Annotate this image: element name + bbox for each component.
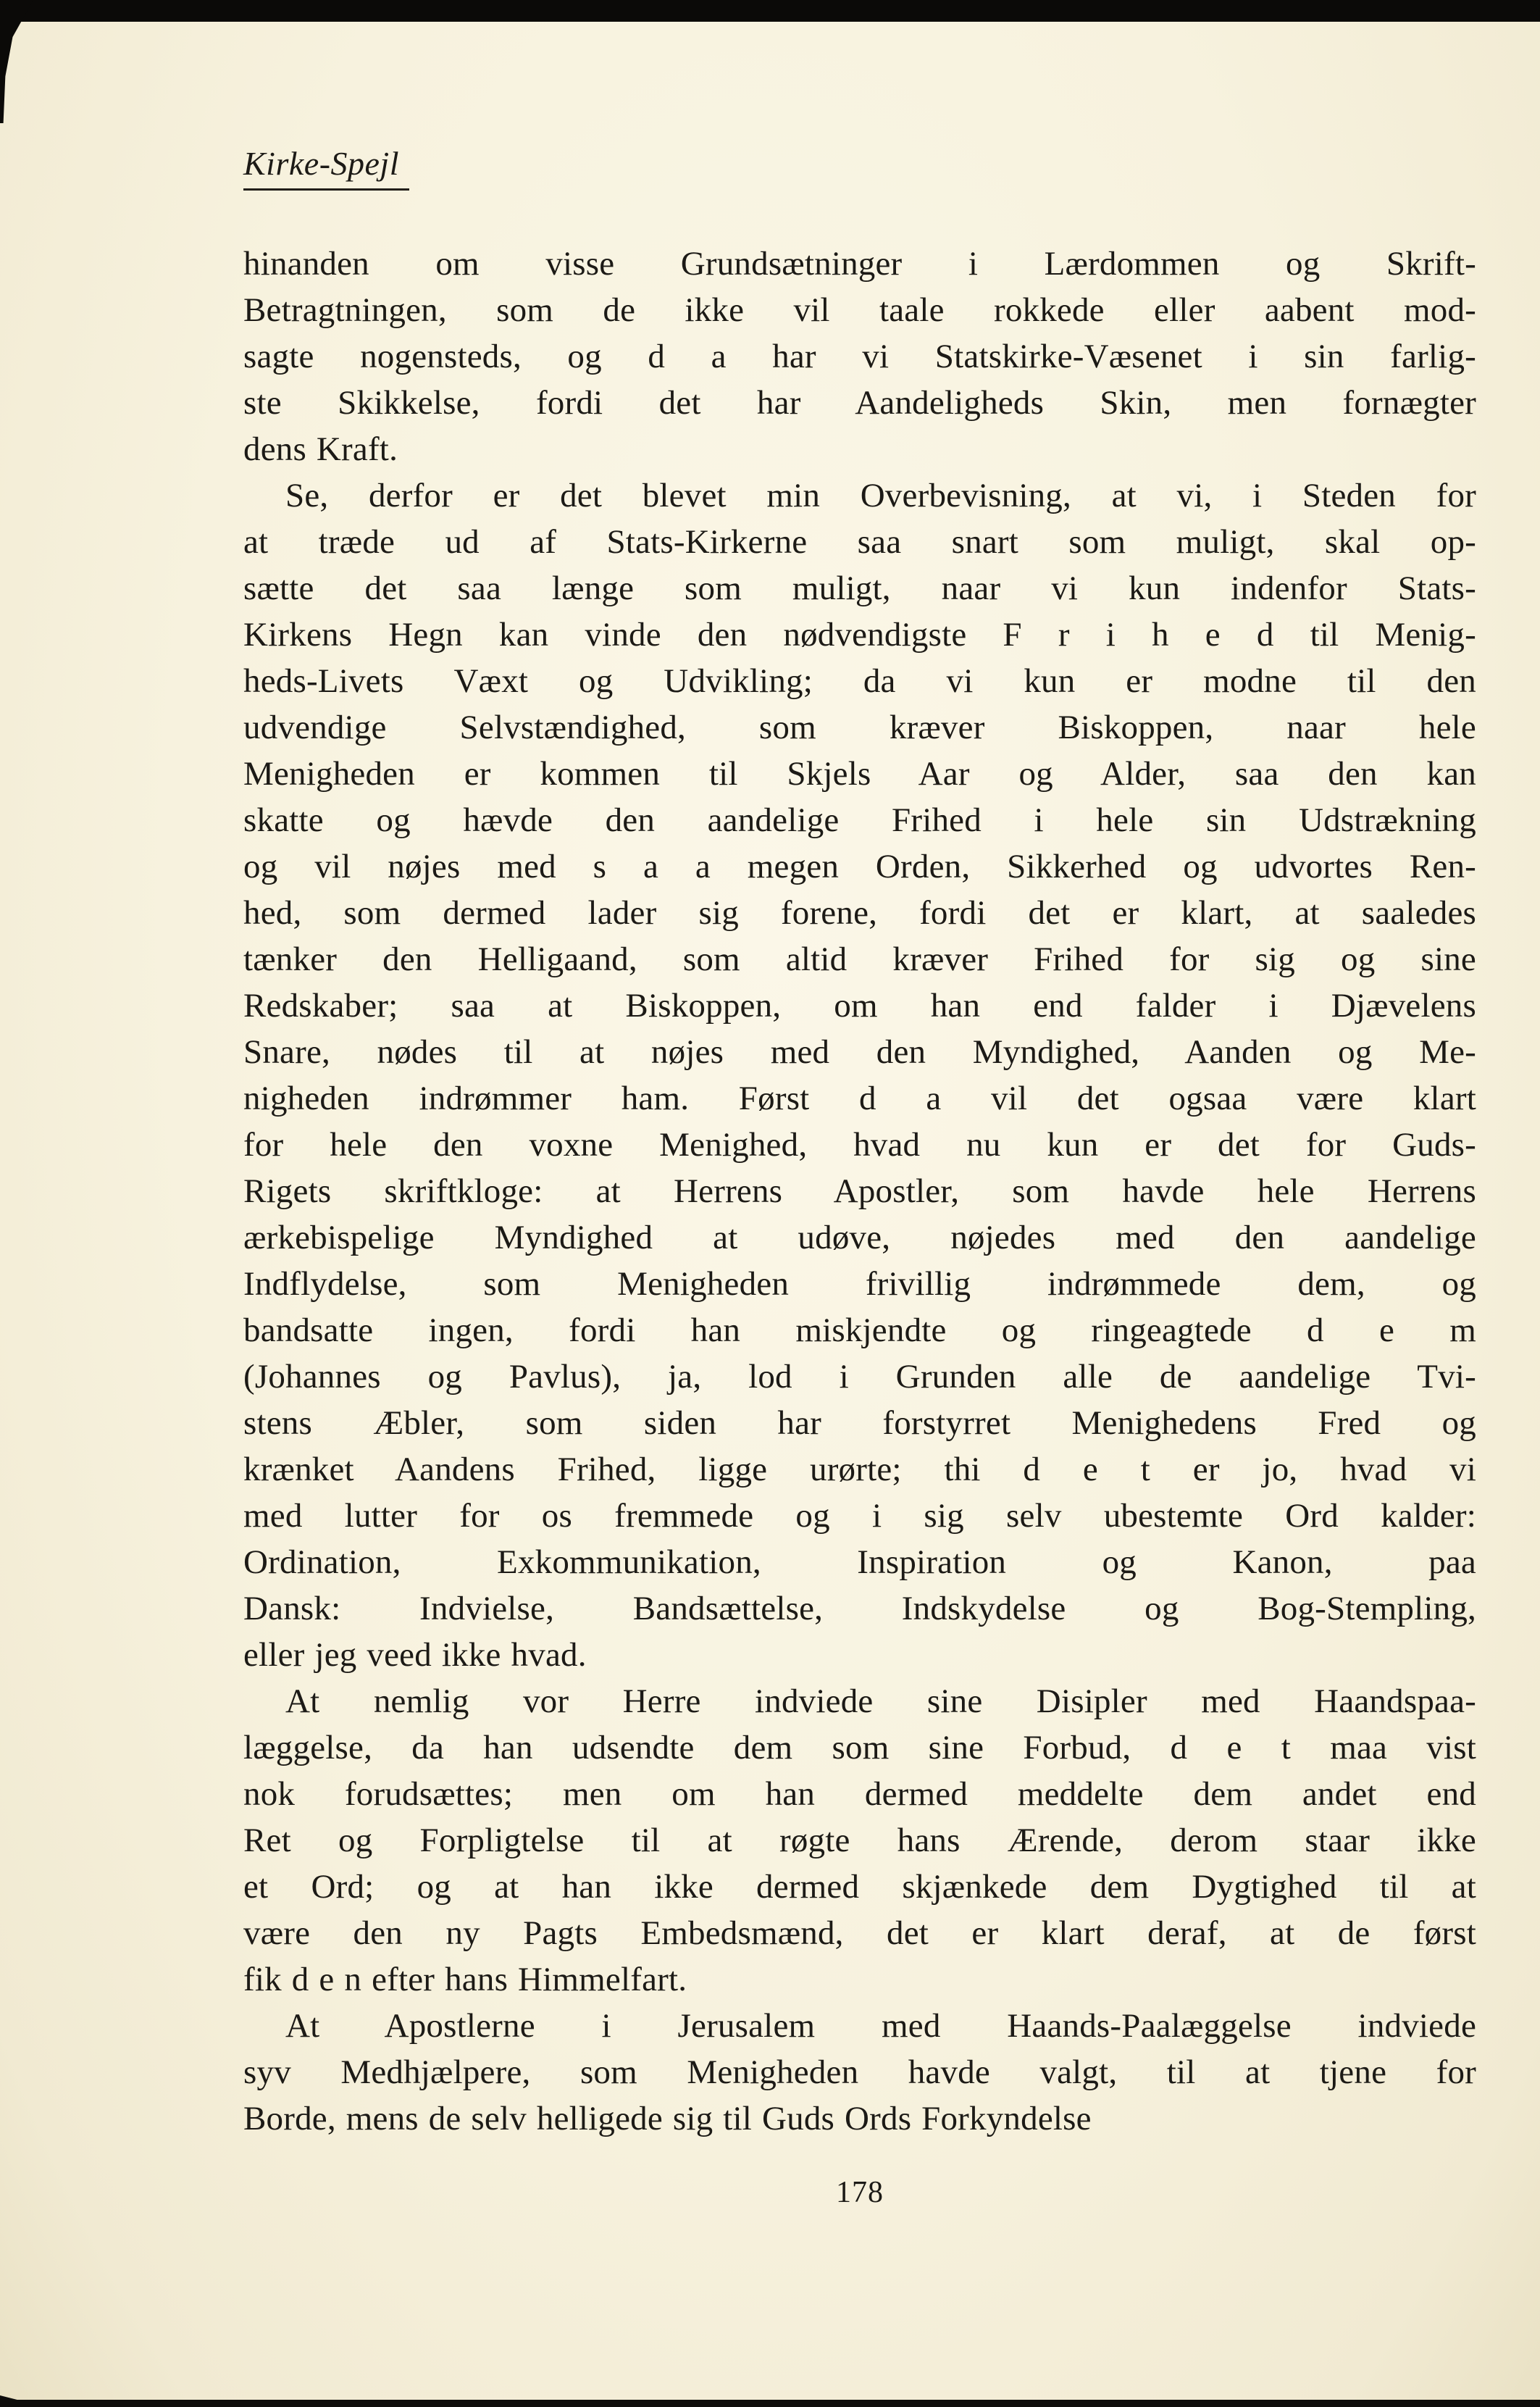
text-line: Snare, nødes til at nøjes med den Myndighed, Aanden og Me- — [243, 1033, 1476, 1071]
text-line: nigheden indrømmer ham. Først d a vil det ogsaa være klart — [243, 1080, 1476, 1117]
text-line: Ordination, Exkommunikation, Inspiration og Kanon, paa — [243, 1543, 1476, 1581]
text-line: Se, derfor er det blevet min Overbevisning, at vi, i Steden for — [285, 477, 1476, 514]
text-line: nok forudsættes; men om han dermed meddelte dem andet end — [243, 1775, 1476, 1813]
text-line: (Johannes og Pavlus), ja, lod i Grunden alle de aandelige Tvi- — [243, 1358, 1476, 1396]
text-line: sætte det saa længe som muligt, naar vi kun indenfor Stats- — [243, 570, 1476, 607]
text-line: Kirkens Hegn kan vinde den nødvendigste F r i h e d til Menig- — [243, 616, 1476, 654]
scan-edge-top — [0, 0, 1540, 22]
text-line: Betragtningen, som de ikke vil taale rokkede eller aabent mod- — [243, 291, 1476, 329]
text-line: tænker den Helligaand, som altid kræver Frihed for sig og sine — [243, 940, 1476, 978]
text-line: og vil nøjes med s a a megen Orden, Sikkerhed og udvortes Ren- — [243, 848, 1476, 885]
page-text — [243, 241, 1476, 2142]
text-line: eller jeg veed ikke hvad. — [243, 1636, 587, 1674]
text-line: dens Kraft. — [243, 430, 398, 468]
text-line: være den ny Pagts Embedsmænd, det er klart deraf, at de først — [243, 1914, 1476, 1952]
text-line: heds-Livets Væxt og Udvikling; da vi kun er modne til den — [243, 662, 1476, 700]
text-line: Borde, mens de selv helligede sig til Guds Ords Forkyndelse — [243, 2100, 1092, 2137]
text-line: hinanden om visse Grundsætninger i Lærdommen og Skrift- — [243, 245, 1476, 283]
text-line: krænket Aandens Frihed, ligge urørte; thi d e t er jo, hvad vi — [243, 1451, 1476, 1488]
text-line: sagte nogensteds, og d a har vi Statskirke-Væsenet i sin farlig- — [243, 338, 1476, 375]
text-line: for hele den voxne Menighed, hvad nu kun er det for Guds- — [243, 1126, 1476, 1164]
text-line: Indflydelse, som Menigheden frivillig indrømmede dem, og — [243, 1265, 1476, 1303]
text-line: Redskaber; saa at Biskoppen, om han end falder i Djævelens — [243, 987, 1476, 1025]
text-line: udvendige Selvstændighed, som kræver Biskoppen, naar hele — [243, 709, 1476, 746]
text-line: stens Æbler, som siden har forstyrret Menighedens Fred og — [243, 1404, 1476, 1442]
text-line: Ret og Forpligtelse til at røgte hans Ærende, derom staar ikke — [243, 1822, 1476, 1859]
text-line: at træde ud af Stats-Kirkerne saa snart som muligt, skal op- — [243, 523, 1476, 561]
text-line: Dansk: Indvielse, Bandsættelse, Indskydelse og Bog-Stempling, — [243, 1590, 1476, 1627]
scan-edge-bottom — [0, 2400, 1540, 2407]
text-line: At nemlig vor Herre indviede sine Disipler med Haandspaa- — [285, 1682, 1476, 1720]
text-line: med lutter for os fremmede og i sig selv ubestemte Ord kalder: — [243, 1497, 1476, 1535]
text-line: hed, som dermed lader sig forene, fordi det er klart, at saaledes — [243, 894, 1476, 932]
text-line: bandsatte ingen, fordi han miskjendte og ringeagtede d e m — [243, 1311, 1476, 1349]
text-line: læggelse, da han udsendte dem som sine Forbud, d e t maa vist — [243, 1729, 1476, 1766]
text-line: et Ord; og at han ikke dermed skjænkede dem Dygtighed til at — [243, 1868, 1476, 1906]
page-number: 178 — [836, 2176, 884, 2209]
running-header: Kirke-Spejl — [243, 145, 409, 191]
text-line: ste Skikkelse, fordi det har Aandeligheds Skin, men fornægter — [243, 384, 1476, 422]
text-line: ærkebispelige Myndighed at udøve, nøjedes med den aandelige — [243, 1219, 1476, 1256]
text-line: fik d e n efter hans Himmelfart. — [243, 1961, 687, 1998]
text-line: skatte og hævde den aandelige Frihed i hele sin Udstrækning — [243, 801, 1476, 839]
text-line: Rigets skriftkloge: at Herrens Apostler, som havde hele Herrens — [243, 1172, 1476, 1210]
text-line: syv Medhjælpere, som Menigheden havde valgt, til at tjene for — [243, 2053, 1476, 2091]
text-line: Menigheden er kommen til Skjels Aar og Alder, saa den kan — [243, 755, 1476, 793]
text-line: At Apostlerne i Jerusalem med Haands-Paalæggelse indviede — [285, 2007, 1476, 2045]
